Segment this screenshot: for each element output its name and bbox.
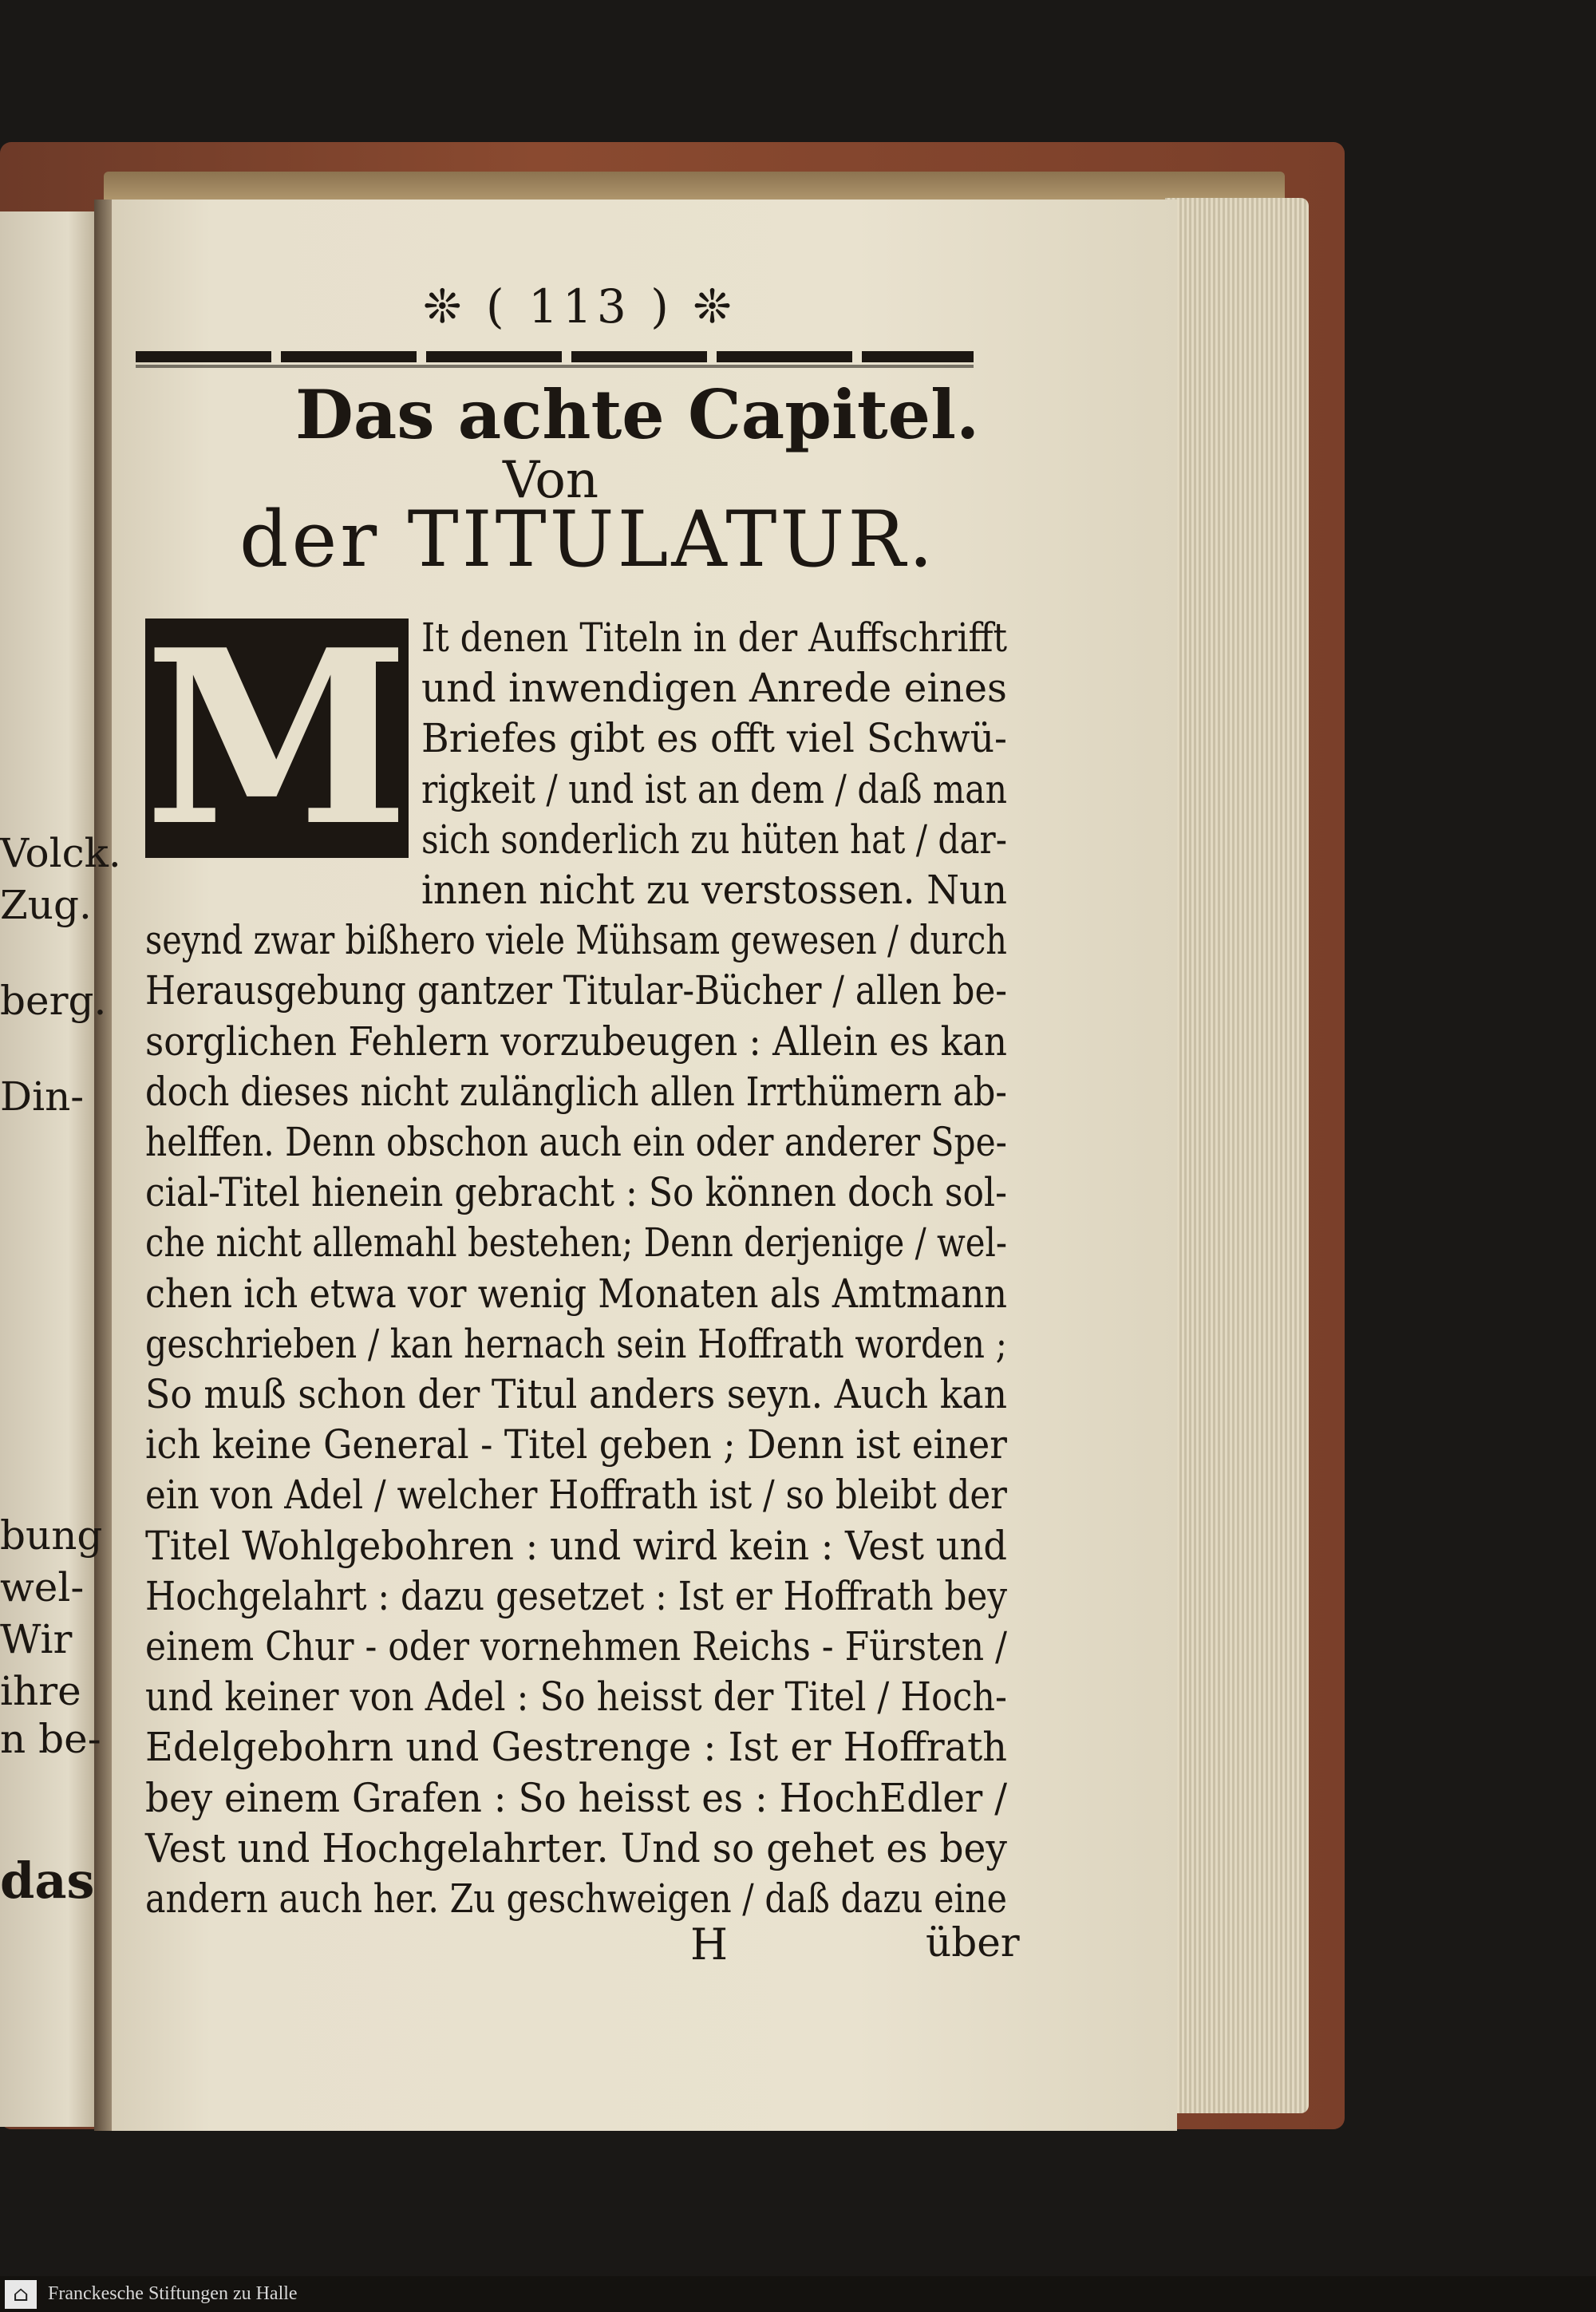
body-line: cial-Titel hienein gebracht : So können doch sol- — [145, 1169, 1008, 1216]
body-line: Vest und Hochgelahrter. Und so gehet es bey — [145, 1824, 1007, 1871]
body-line: sorglichen Fehlern vorzubeugen : Allein es kan — [145, 1018, 1008, 1065]
left-fragment: Zug. — [0, 882, 92, 928]
body-line: chen ich etwa vor wenig Monaten als Amtmann — [145, 1270, 1008, 1317]
body-line: Briefes gibt es offt viel Schwü- — [421, 715, 1007, 762]
header-rule-thin — [136, 365, 974, 368]
body-line: Titel Wohlgebohren : und wird kein : Vest und — [145, 1522, 1008, 1569]
catchword: über — [926, 1919, 1020, 1966]
body-line: It denen Titeln in der Auffschrifft — [421, 615, 1008, 661]
body-line: bey einem Grafen : So heisst es : HochEdler / — [145, 1774, 1007, 1821]
signature-mark: H — [690, 1919, 729, 1970]
page-top-edge — [104, 172, 1285, 204]
chapter-von: Von — [503, 451, 599, 510]
body-line: doch dieses nicht zulänglich allen Irrthümern ab- — [145, 1068, 1007, 1115]
left-fragment: Wir — [0, 1616, 73, 1662]
body-line: helffen. Denn obschon auch ein oder anderer Spe- — [145, 1119, 1007, 1165]
body-line: rigkeit / und ist an dem / daß man — [421, 765, 1008, 812]
body-line: ein von Adel / welcher Hoffrath ist / so bleibt der — [145, 1472, 1007, 1519]
left-fragment: n be- — [0, 1716, 101, 1762]
body-line: geschrieben / kan hernach sein Hoffrath worden ; — [145, 1320, 1007, 1367]
body-line: innen nicht zu verstossen. Nun — [421, 867, 1008, 913]
body-line: Edelgebohrn und Gestrenge : Ist er Hoffrath — [145, 1724, 1008, 1771]
institution-logo-icon: ⌂ — [5, 2280, 37, 2309]
left-fragment: berg. — [0, 978, 107, 1024]
left-fragment: wel- — [0, 1564, 85, 1610]
page-number-header: ❊ ( 113 ) ❊ — [423, 279, 737, 334]
chapter-title: Das achte Capitel. — [295, 375, 980, 454]
left-page — [0, 211, 97, 2127]
body-line: seynd zwar bißhero viele Mühsam gewesen / durch — [145, 917, 1007, 964]
book-gutter — [94, 200, 112, 2131]
body-line: sich sonderlich zu hüten hat / dar- — [421, 816, 1008, 863]
body-line: Herausgebung gantzer Titular-Bücher / allen be- — [145, 967, 1008, 1014]
page-stack-edge — [1165, 198, 1309, 2113]
footer-institution: Franckesche Stiftungen zu Halle — [48, 2283, 298, 2304]
left-fragment: Volck. — [0, 830, 121, 876]
body-line: So muß schon der Titul anders seyn. Auch kan — [145, 1371, 1008, 1417]
body-line: Hochgelahrt : dazu gesetzet : Ist er Hoffrath bey — [145, 1572, 1008, 1619]
header-rule — [136, 351, 974, 362]
left-fragment: das — [0, 1852, 95, 1910]
initial-letter: M — [144, 597, 410, 879]
decorated-initial — [144, 597, 410, 879]
body-line: andern auch her. Zu geschweigen / daß dazu eine — [145, 1875, 1008, 1922]
left-fragment: Din- — [0, 1073, 85, 1120]
body-line: ich keine General - Titel geben ; Denn ist einer — [145, 1421, 1008, 1468]
body-line: che nicht allemahl bestehen; Denn derjenige / wel- — [145, 1219, 1008, 1267]
body-line: und keiner von Adel : So heisst der Titel / Hoch- — [145, 1674, 1007, 1721]
body-line: und inwendigen Anrede eines — [421, 665, 1007, 712]
chapter-subject: der TITULATUR. — [239, 495, 937, 584]
left-fragment: ihre — [0, 1668, 81, 1714]
footer-bar — [0, 2276, 1596, 2312]
left-fragment: bung — [0, 1512, 103, 1559]
body-line: einem Chur - oder vornehmen Reichs - Fürsten / — [145, 1623, 1007, 1670]
